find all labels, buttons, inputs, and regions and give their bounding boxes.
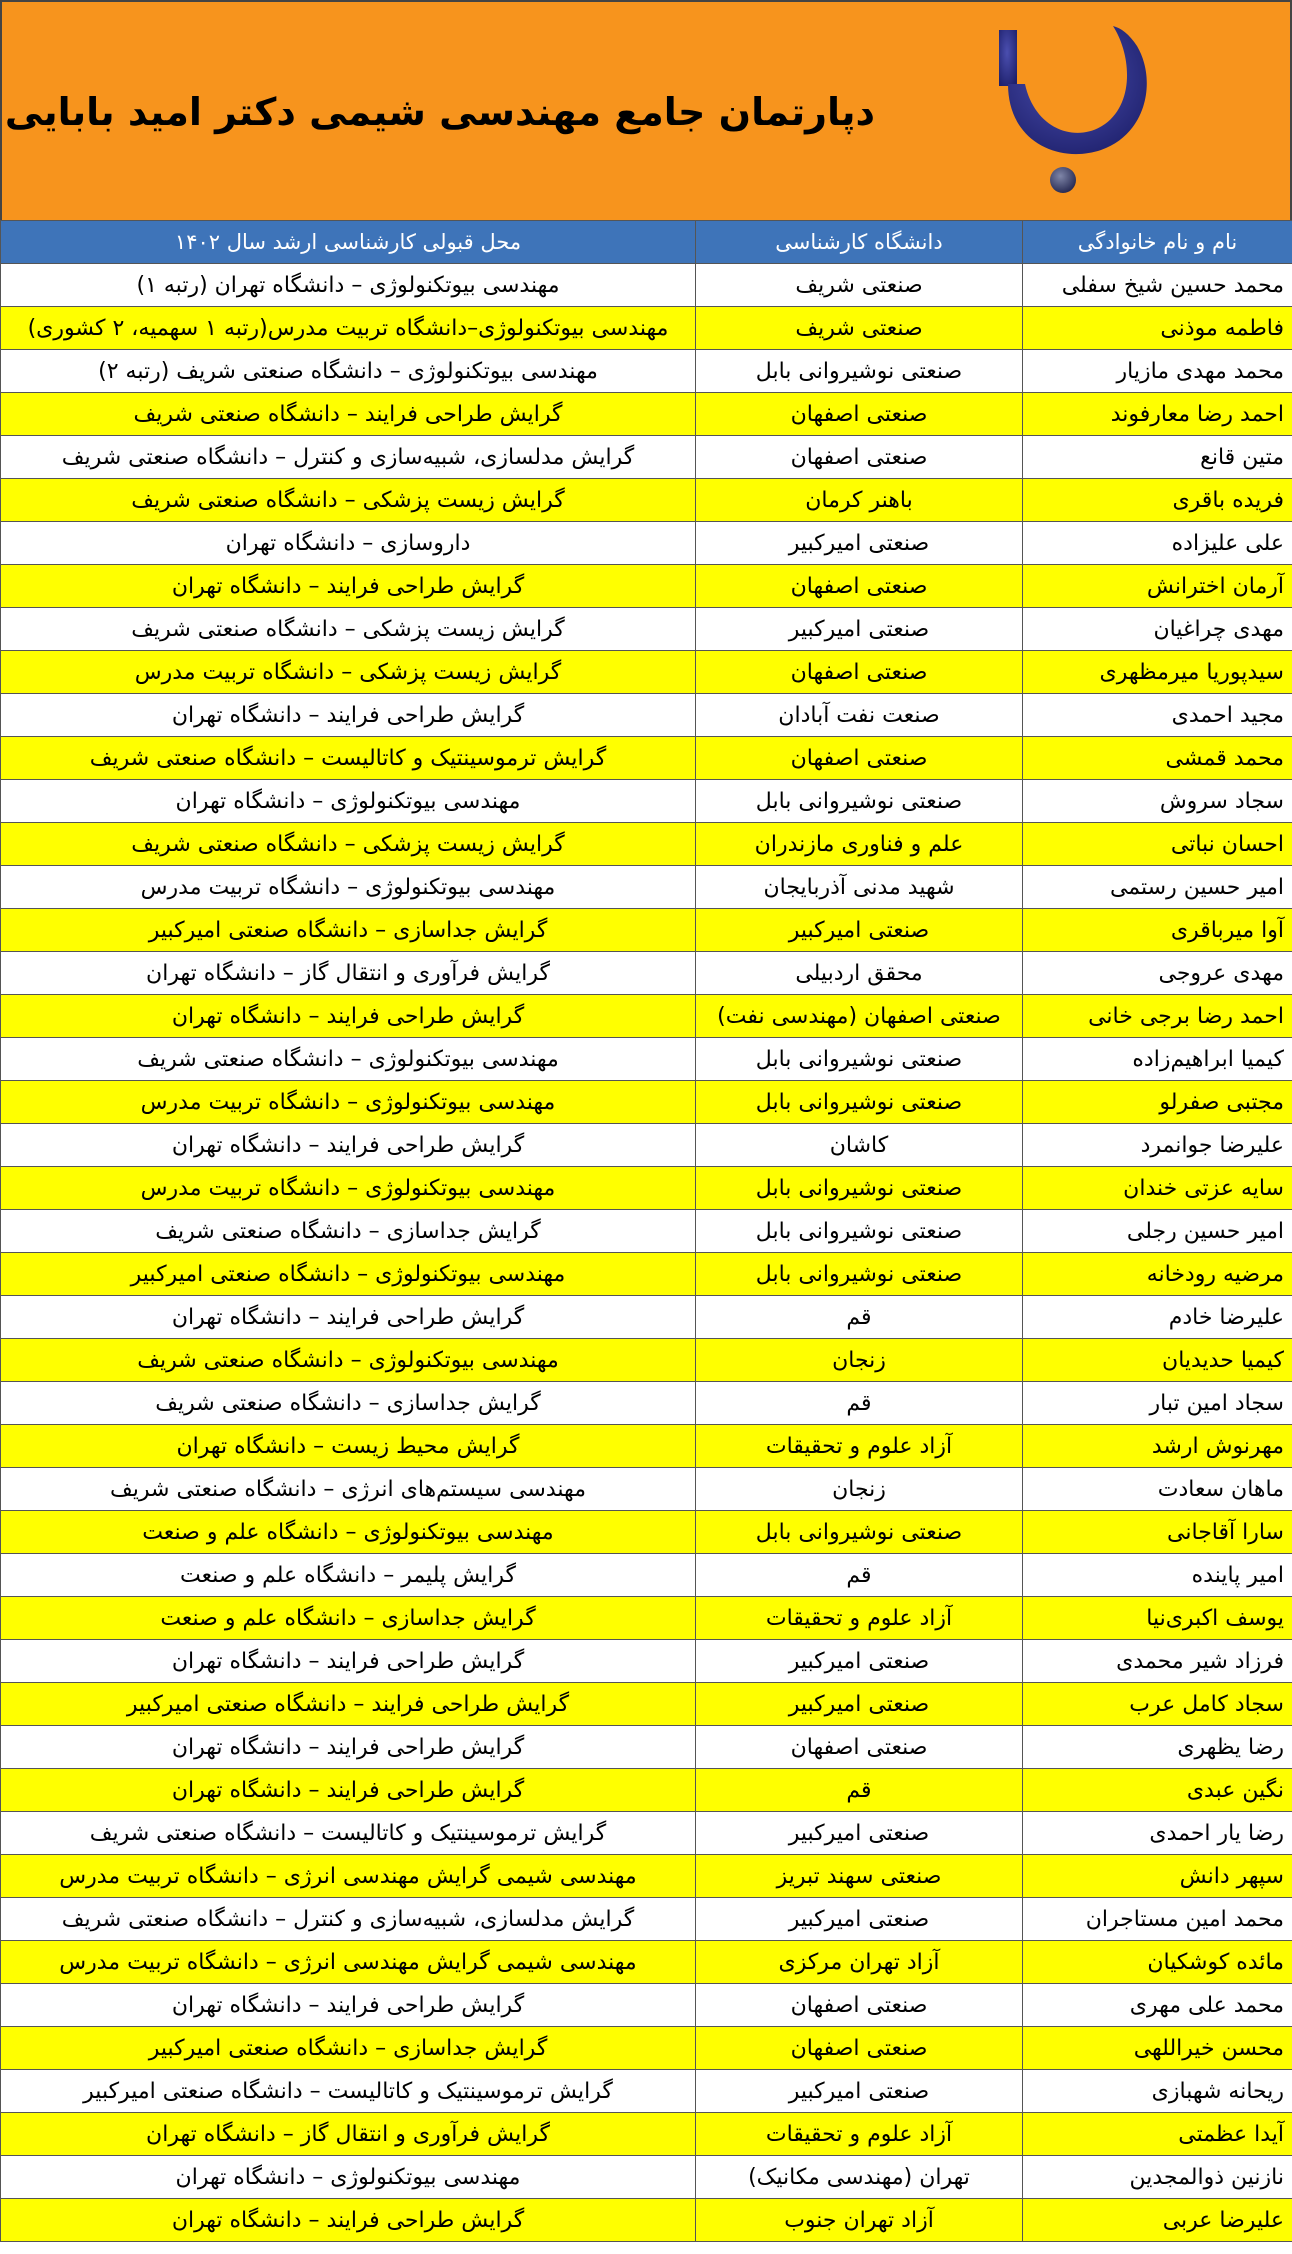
table-header-row xyxy=(1,221,1292,264)
cell-university: زنجان xyxy=(696,1339,1023,1382)
cell-university: آزاد علوم و تحقیقات xyxy=(696,1597,1023,1640)
cell-university: صنعتی نوشیروانی بابل xyxy=(696,350,1023,393)
cell-destination: مهندسی بیوتکنولوژی – دانشگاه علم و صنعت xyxy=(1,1511,696,1554)
table-row xyxy=(1,1425,1292,1468)
cell-destination: گرایش طراحی فرایند – دانشگاه تهران xyxy=(1,565,696,608)
table-row xyxy=(1,1855,1292,1898)
cell-university: قم xyxy=(696,1296,1023,1339)
table-row xyxy=(1,350,1292,393)
cell-name: مهدی چراغیان xyxy=(1023,608,1292,651)
cell-name: علیرضا جوانمرد xyxy=(1023,1124,1292,1167)
table-row xyxy=(1,1081,1292,1124)
cell-destination: گرایش زیست پزشکی – دانشگاه صنعتی شریف xyxy=(1,823,696,866)
cell-destination: گرایش زیست پزشکی – دانشگاه صنعتی شریف xyxy=(1,479,696,522)
cell-name: مرضیه رودخانه xyxy=(1023,1253,1292,1296)
cell-destination: گرایش مدلسازی، شبیه‌سازی و کنترل – دانشگاه صنعتی شریف xyxy=(1,1898,696,1941)
cell-university: علم و فناوری مازندران xyxy=(696,823,1023,866)
cell-university: باهنر کرمان xyxy=(696,479,1023,522)
cell-university: صنعتی اصفهان xyxy=(696,737,1023,780)
table-row xyxy=(1,264,1292,307)
cell-destination: گرایش فرآوری و انتقال گاز – دانشگاه تهران xyxy=(1,2113,696,2156)
cell-university: قم xyxy=(696,1769,1023,1812)
cell-university: صنعتی اصفهان xyxy=(696,393,1023,436)
cell-university: صنعتی امیرکبیر xyxy=(696,1683,1023,1726)
cell-name: سایه عزتی خندان xyxy=(1023,1167,1292,1210)
column-header-university: دانشگاه کارشناسی xyxy=(696,221,1023,264)
cell-destination: گرایش طراحی فرایند – دانشگاه تهران xyxy=(1,694,696,737)
cell-destination: گرایش ترموسینتیک و کاتالیست – دانشگاه صنعتی امیرکبیر xyxy=(1,2070,696,2113)
cell-name: فاطمه موذنی xyxy=(1023,307,1292,350)
cell-destination: مهندسی بیوتکنولوژی – دانشگاه تربیت مدرس xyxy=(1,866,696,909)
cell-destination: مهندسی بیوتکنولوژی – دانشگاه تهران (رتبه ۱) xyxy=(1,264,696,307)
table-row xyxy=(1,2070,1292,2113)
table-row xyxy=(1,2199,1292,2242)
cell-destination: گرایش طراحی فرایند – دانشگاه صنعتی شریف xyxy=(1,393,696,436)
table-row xyxy=(1,2156,1292,2199)
cell-name: محمد مهدی مازیار xyxy=(1023,350,1292,393)
column-header-destination: محل قبولی کارشناسی ارشد سال ۱۴۰۲ xyxy=(1,221,696,264)
cell-university: صنعتی اصفهان xyxy=(696,565,1023,608)
cell-destination: گرایش طراحی فرایند – دانشگاه تهران xyxy=(1,1124,696,1167)
table-row xyxy=(1,1812,1292,1855)
table-row xyxy=(1,436,1292,479)
cell-university: صنعتی نوشیروانی بابل xyxy=(696,1511,1023,1554)
cell-destination: گرایش ترموسینتیک و کاتالیست – دانشگاه صنعتی شریف xyxy=(1,1812,696,1855)
cell-university: آزاد تهران جنوب xyxy=(696,2199,1023,2242)
cell-university: صنعتی نوشیروانی بابل xyxy=(696,780,1023,823)
table-row xyxy=(1,1339,1292,1382)
cell-name: محمد امین مستاجران xyxy=(1023,1898,1292,1941)
cell-name: احمد رضا معارفوند xyxy=(1023,393,1292,436)
cell-destination: گرایش زیست پزشکی – دانشگاه صنعتی شریف xyxy=(1,608,696,651)
cell-university: صنعتی امیرکبیر xyxy=(696,1812,1023,1855)
table-row xyxy=(1,2113,1292,2156)
table-row xyxy=(1,780,1292,823)
cell-destination: مهندسی بیوتکنولوژی–دانشگاه تربیت مدرس(رتبه ۱ سهمیه، ۲ کشوری) xyxy=(1,307,696,350)
cell-name: امیر حسین رجلی xyxy=(1023,1210,1292,1253)
cell-name: احسان نباتی xyxy=(1023,823,1292,866)
cell-destination: مهندسی بیوتکنولوژی – دانشگاه تهران xyxy=(1,780,696,823)
cell-university: صنعتی نوشیروانی بابل xyxy=(696,1081,1023,1124)
table-row xyxy=(1,1941,1292,1984)
cell-destination: گرایش جداسازی – دانشگاه صنعتی امیرکبیر xyxy=(1,909,696,952)
cell-university: صنعتی اصفهان xyxy=(696,1984,1023,2027)
cell-name: علی علیزاده xyxy=(1023,522,1292,565)
cell-destination: مهندسی شیمی گرایش مهندسی انرژی – دانشگاه تربیت مدرس xyxy=(1,1855,696,1898)
table-row xyxy=(1,995,1292,1038)
page-title: دپارتمان جامع مهندسی شیمی دکتر امید بابایی xyxy=(4,90,875,134)
table-row xyxy=(1,737,1292,780)
table-row xyxy=(1,866,1292,909)
cell-name: محمد حسین شیخ سفلی xyxy=(1023,264,1292,307)
cell-university: صنعتی نوشیروانی بابل xyxy=(696,1038,1023,1081)
cell-university: صنعتی شریف xyxy=(696,264,1023,307)
cell-name: نازنین ذوالمجدین xyxy=(1023,2156,1292,2199)
table-row xyxy=(1,694,1292,737)
table-row xyxy=(1,1683,1292,1726)
cell-destination: مهندسی بیوتکنولوژی – دانشگاه صنعتی شریف xyxy=(1,1339,696,1382)
column-header-name: نام و نام خانوادگی xyxy=(1023,221,1292,264)
cell-name: محمد علی مهری xyxy=(1023,1984,1292,2027)
cell-name: مجید احمدی xyxy=(1023,694,1292,737)
cell-name: متین قانع xyxy=(1023,436,1292,479)
table-row xyxy=(1,1167,1292,1210)
cell-university: صنعتی امیرکبیر xyxy=(696,1898,1023,1941)
table-row xyxy=(1,1382,1292,1425)
cell-university: صنعتی نوشیروانی بابل xyxy=(696,1253,1023,1296)
cell-name: فریده باقری xyxy=(1023,479,1292,522)
table-row xyxy=(1,1640,1292,1683)
cell-name: سجاد کامل عرب xyxy=(1023,1683,1292,1726)
cell-destination: مهندسی سیستم‌های انرژی – دانشگاه صنعتی شریف xyxy=(1,1468,696,1511)
header-banner xyxy=(0,0,1292,220)
cell-destination: گرایش طراحی فرایند – دانشگاه صنعتی امیرکبیر xyxy=(1,1683,696,1726)
cell-name: آیدا عظمتی xyxy=(1023,2113,1292,2156)
cell-name: مائده کوشکیان xyxy=(1023,1941,1292,1984)
cell-name: رضا یار احمدی xyxy=(1023,1812,1292,1855)
cell-name: سارا آقاجانی xyxy=(1023,1511,1292,1554)
cell-destination: مهندسی بیوتکنولوژی – دانشگاه تربیت مدرس xyxy=(1,1081,696,1124)
table-row xyxy=(1,1597,1292,1640)
cell-university: صنعتی نوشیروانی بابل xyxy=(696,1210,1023,1253)
cell-university: زنجان xyxy=(696,1468,1023,1511)
table-row xyxy=(1,2027,1292,2070)
cell-university: صنعتی اصفهان xyxy=(696,436,1023,479)
cell-university: قم xyxy=(696,1554,1023,1597)
cell-university: صنعتی امیرکبیر xyxy=(696,1640,1023,1683)
table-row xyxy=(1,522,1292,565)
cell-name: یوسف اکبری‌نیا xyxy=(1023,1597,1292,1640)
cell-name: ماهان سعادت xyxy=(1023,1468,1292,1511)
cell-destination: گرایش طراحی فرایند – دانشگاه تهران xyxy=(1,1296,696,1339)
cell-destination: گرایش جداسازی – دانشگاه صنعتی شریف xyxy=(1,1382,696,1425)
cell-name: آرمان اخترانش xyxy=(1023,565,1292,608)
cell-university: محقق اردبیلی xyxy=(696,952,1023,995)
cell-destination: گرایش طراحی فرایند – دانشگاه تهران xyxy=(1,1769,696,1812)
cell-name: سیدپوریا میرمظهری xyxy=(1023,651,1292,694)
cell-university: صنعتی امیرکبیر xyxy=(696,608,1023,651)
table-row xyxy=(1,307,1292,350)
cell-destination: گرایش مدلسازی، شبیه‌سازی و کنترل – دانشگاه صنعتی شریف xyxy=(1,436,696,479)
cell-university: تهران (مهندسی مکانیک) xyxy=(696,2156,1023,2199)
department-logo-icon xyxy=(997,24,1157,196)
cell-university: صنعتی اصفهان xyxy=(696,1726,1023,1769)
cell-destination: گرایش جداسازی – دانشگاه صنعتی شریف xyxy=(1,1210,696,1253)
cell-name: امیر پاینده xyxy=(1023,1554,1292,1597)
cell-destination: داروسازی – دانشگاه تهران xyxy=(1,522,696,565)
cell-destination: گرایش پلیمر – دانشگاه علم و صنعت xyxy=(1,1554,696,1597)
cell-name: محسن خیراللهی xyxy=(1023,2027,1292,2070)
cell-university: صنعتی اصفهان (مهندسی نفت) xyxy=(696,995,1023,1038)
cell-destination: گرایش طراحی فرایند – دانشگاه تهران xyxy=(1,995,696,1038)
cell-destination: گرایش طراحی فرایند – دانشگاه تهران xyxy=(1,1640,696,1683)
cell-university: آزاد علوم و تحقیقات xyxy=(696,2113,1023,2156)
table-row xyxy=(1,1210,1292,1253)
cell-name: نگین عبدی xyxy=(1023,1769,1292,1812)
cell-destination: مهندسی بیوتکنولوژی – دانشگاه صنعتی شریف (رتبه ۲) xyxy=(1,350,696,393)
admissions-table xyxy=(0,220,1292,2242)
cell-destination: مهندسی بیوتکنولوژی – دانشگاه تربیت مدرس xyxy=(1,1167,696,1210)
cell-destination: گرایش زیست پزشکی – دانشگاه تربیت مدرس xyxy=(1,651,696,694)
cell-university: صنعتی امیرکبیر xyxy=(696,909,1023,952)
cell-name: مجتبی صفرلو xyxy=(1023,1081,1292,1124)
cell-name: علیرضا عربی xyxy=(1023,2199,1292,2242)
cell-destination: گرایش محیط زیست – دانشگاه تهران xyxy=(1,1425,696,1468)
cell-name: امیر حسین رستمی xyxy=(1023,866,1292,909)
cell-name: علیرضا خادم xyxy=(1023,1296,1292,1339)
cell-university: کاشان xyxy=(696,1124,1023,1167)
cell-name: مهرنوش ارشد xyxy=(1023,1425,1292,1468)
cell-name: احمد رضا برجی خانی xyxy=(1023,995,1292,1038)
table-row xyxy=(1,1038,1292,1081)
cell-university: آزاد علوم و تحقیقات xyxy=(696,1425,1023,1468)
cell-destination: گرایش فرآوری و انتقال گاز – دانشگاه تهران xyxy=(1,952,696,995)
cell-university: آزاد تهران مرکزی xyxy=(696,1941,1023,1984)
table-row xyxy=(1,823,1292,866)
cell-university: شهید مدنی آذربایجان xyxy=(696,866,1023,909)
cell-university: صنعتی نوشیروانی بابل xyxy=(696,1167,1023,1210)
cell-university: صنعتی اصفهان xyxy=(696,2027,1023,2070)
cell-destination: مهندسی شیمی گرایش مهندسی انرژی – دانشگاه تربیت مدرس xyxy=(1,1941,696,1984)
table-row xyxy=(1,1253,1292,1296)
table-row xyxy=(1,651,1292,694)
cell-university: صنعتی امیرکبیر xyxy=(696,522,1023,565)
cell-destination: گرایش طراحی فرایند – دانشگاه تهران xyxy=(1,2199,696,2242)
table-row xyxy=(1,1984,1292,2027)
table-row xyxy=(1,393,1292,436)
cell-name: کیمیا حدیدیان xyxy=(1023,1339,1292,1382)
table-row xyxy=(1,1124,1292,1167)
cell-name: سجاد سروش xyxy=(1023,780,1292,823)
cell-destination: گرایش طراحی فرایند – دانشگاه تهران xyxy=(1,1984,696,2027)
table-row xyxy=(1,1511,1292,1554)
cell-destination: مهندسی بیوتکنولوژی – دانشگاه صنعتی شریف xyxy=(1,1038,696,1081)
cell-university: صنعتی سهند تبریز xyxy=(696,1855,1023,1898)
table-row xyxy=(1,1296,1292,1339)
table-row xyxy=(1,952,1292,995)
cell-destination: گرایش جداسازی – دانشگاه علم و صنعت xyxy=(1,1597,696,1640)
cell-university: قم xyxy=(696,1382,1023,1425)
cell-name: فرزاد شیر محمدی xyxy=(1023,1640,1292,1683)
table-row xyxy=(1,1468,1292,1511)
table-row xyxy=(1,1769,1292,1812)
table-row xyxy=(1,608,1292,651)
cell-name: کیمیا ابراهیم‌زاده xyxy=(1023,1038,1292,1081)
cell-university: صنعتی اصفهان xyxy=(696,651,1023,694)
table-row xyxy=(1,479,1292,522)
cell-name: مهدی عروجی xyxy=(1023,952,1292,995)
cell-destination: گرایش طراحی فرایند – دانشگاه تهران xyxy=(1,1726,696,1769)
cell-name: سپهر دانش xyxy=(1023,1855,1292,1898)
table-row xyxy=(1,565,1292,608)
cell-name: محمد قمشی xyxy=(1023,737,1292,780)
cell-name: سجاد امین تبار xyxy=(1023,1382,1292,1425)
table-row xyxy=(1,1898,1292,1941)
cell-name: ریحانه شهبازی xyxy=(1023,2070,1292,2113)
table-row xyxy=(1,1554,1292,1597)
table-body xyxy=(1,264,1292,2242)
cell-name: رضا یظهری xyxy=(1023,1726,1292,1769)
cell-destination: مهندسی بیوتکنولوژی – دانشگاه تهران xyxy=(1,2156,696,2199)
cell-university: صنعتی شریف xyxy=(696,307,1023,350)
table-row xyxy=(1,909,1292,952)
cell-name: آوا میرباقری xyxy=(1023,909,1292,952)
cell-destination: گرایش ترموسینتیک و کاتالیست – دانشگاه صنعتی شریف xyxy=(1,737,696,780)
table-row xyxy=(1,1726,1292,1769)
cell-university: صنعت نفت آبادان xyxy=(696,694,1023,737)
cell-university: صنعتی امیرکبیر xyxy=(696,2070,1023,2113)
cell-destination: مهندسی بیوتکنولوژی – دانشگاه صنعتی امیرکبیر xyxy=(1,1253,696,1296)
cell-destination: گرایش جداسازی – دانشگاه صنعتی امیرکبیر xyxy=(1,2027,696,2070)
